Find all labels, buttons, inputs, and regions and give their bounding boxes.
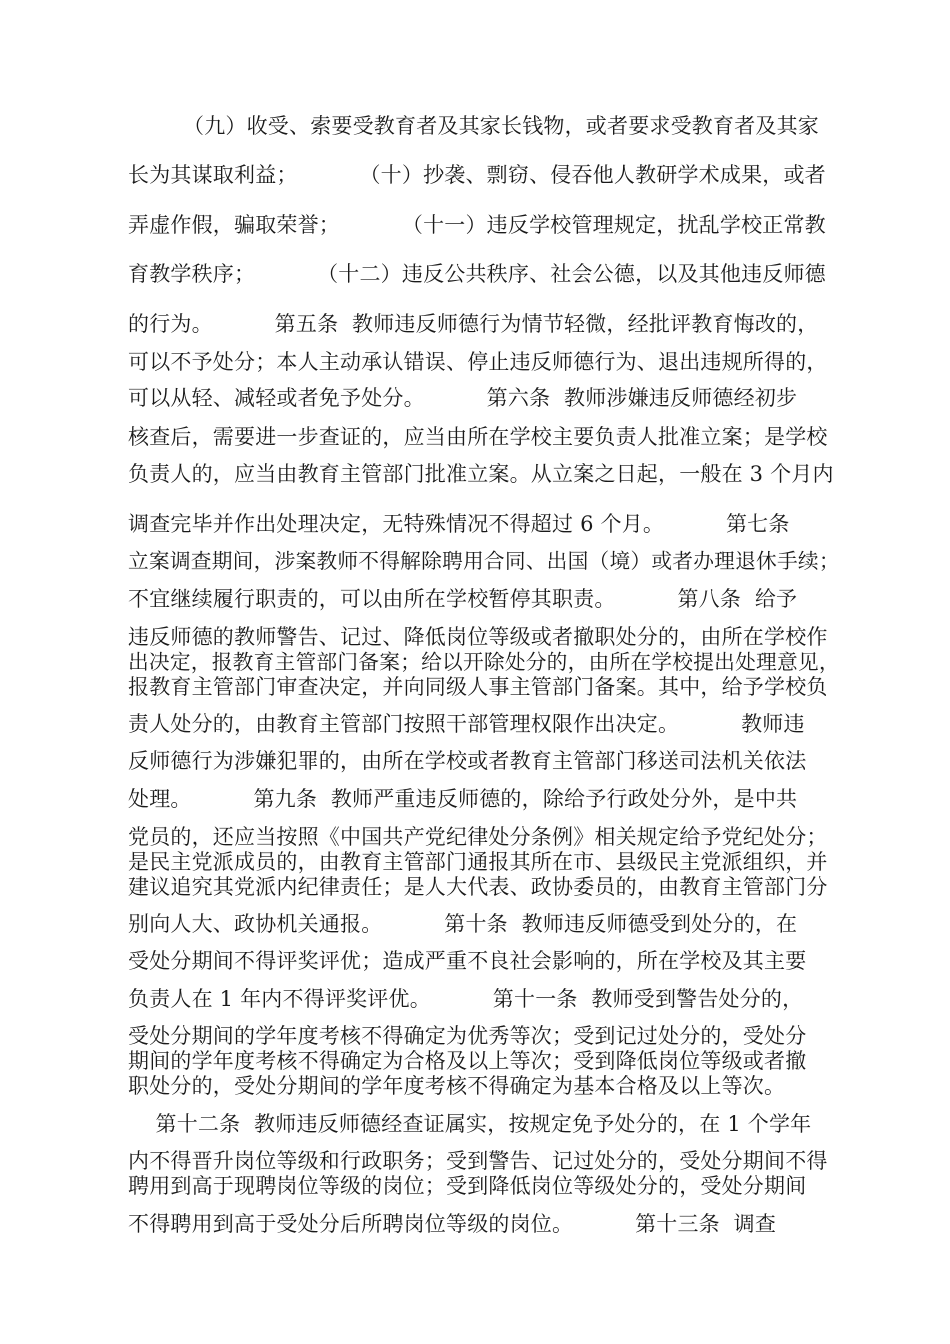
text-line: 立案调查期间，涉案教师不得解除聘用合同、出国（境）或者办理退休手续； <box>128 549 840 573</box>
text-line: 不得聘用到高于受处分后所聘岗位等级的岗位。 第十三条 调查 <box>128 1212 777 1236</box>
text-line: 弄虚作假，骗取荣誉； （十一）违反学校管理规定，扰乱学校正常教 <box>128 213 826 237</box>
text-line: 内不得晋升岗位等级和行政职务；受到警告、记过处分的，受处分期间不得 <box>128 1149 828 1173</box>
text-line: 核查后，需要进一步查证的，应当由所在学校主要负责人批准立案；是学校 <box>128 425 828 449</box>
text-line: 负责人的，应当由教育主管部门批准立案。从立案之日起，一般在 3 个月内 <box>128 462 834 486</box>
text-line: 反师德行为涉嫌犯罪的，由所在学校或者教育主管部门移送司法机关依法 <box>128 749 807 773</box>
text-line: 不宜继续履行职责的，可以由所在学校暂停其职责。 第八条 给予 <box>128 587 798 611</box>
text-line: 报教育主管部门审查决定，并向同级人事主管部门备案。其中，给予学校负 <box>128 675 828 699</box>
text-line: 党员的，还应当按照《中国共产党纪律处分条例》相关规定给予党纪处分； <box>128 825 828 849</box>
text-line: 第十二条 教师违反师德经查证属实，按规定免予处分的，在 1 个学年 <box>128 1112 812 1136</box>
text-line: 职处分的，受处分期间的学年度考核不得确定为基本合格及以上等次。 <box>128 1074 786 1098</box>
text-line: 违反师德的教师警告、记过、降低岗位等级或者撤职处分的，由所在学校作 <box>128 625 828 649</box>
text-line: 可以不予处分；本人主动承认错误、停止违反师德行为、退出违规所得的， <box>128 350 828 374</box>
text-line: 育教学秩序； （十二）违反公共秩序、社会公德，以及其他违反师德 <box>128 262 826 286</box>
text-line: 负责人在 1 年内不得评奖评优。 第十一条 教师受到警告处分的， <box>128 987 804 1011</box>
text-line: 是民主党派成员的，由教育主管部门通报其所在市、县级民主党派组织，并 <box>128 850 828 874</box>
text-line: 受处分期间的学年度考核不得确定为优秀等次；受到记过处分的，受处分 <box>128 1024 807 1048</box>
text-line: 长为其谋取利益； （十）抄袭、剽窃、侵吞他人教研学术成果，或者 <box>128 163 826 187</box>
text-line: 可以从轻、减轻或者免予处分。 第六条 教师涉嫌违反师德经初步 <box>128 386 798 410</box>
text-line: 受处分期间不得评奖评优；造成严重不良社会影响的，所在学校及其主要 <box>128 949 807 973</box>
text-line: 期间的学年度考核不得确定为合格及以上等次；受到降低岗位等级或者撤 <box>128 1049 807 1073</box>
text-line: 责人处分的，由教育主管部门按照干部管理权限作出决定。 教师违 <box>128 712 805 736</box>
text-line: 处理。 第九条 教师严重违反师德的，除给予行政处分外，是中共 <box>128 787 798 811</box>
text-line: 出决定，报教育主管部门备案；给以开除处分的，由所在学校提出处理意见， <box>128 650 840 674</box>
text-line: 调查完毕并作出处理决定，无特殊情况不得超过 6 个月。 第七条 <box>128 512 790 536</box>
text-line: 的行为。 第五条 教师违反师德行为情节轻微，经批评教育悔改的， <box>128 312 819 336</box>
text-line: （九）收受、索要受教育者及其家长钱物，或者要求受教育者及其家 <box>128 114 819 138</box>
text-line: 建议追究其党派内纪律责任；是人大代表、政协委员的，由教育主管部门分 <box>128 875 828 899</box>
text-line: 别向人大、政协机关通报。 第十条 教师违反师德受到处分的，在 <box>128 912 798 936</box>
text-line: 聘用到高于现聘岗位等级的岗位；受到降低岗位等级处分的，受处分期间 <box>128 1174 807 1198</box>
